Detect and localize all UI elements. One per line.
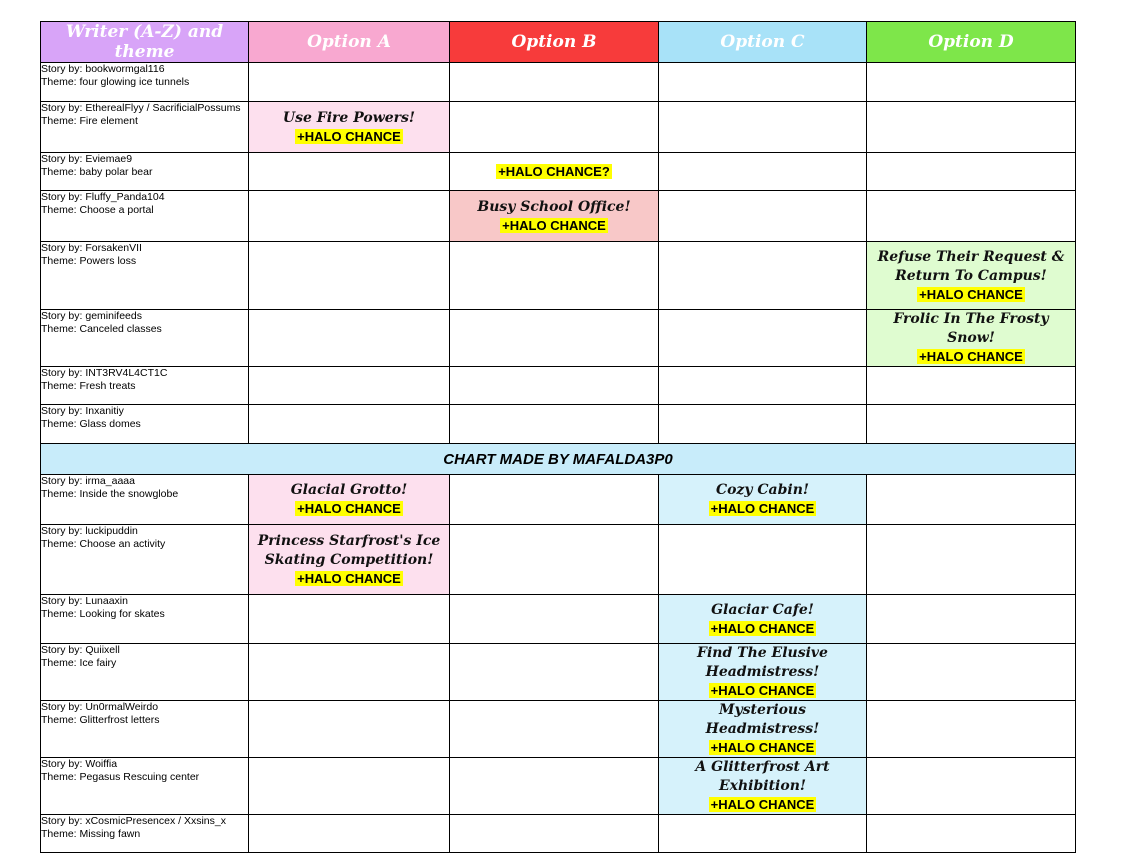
- story-by-text: Story by: Woiffia: [41, 758, 118, 770]
- theme-text: Theme: Missing fawn: [41, 827, 141, 840]
- table-row: [41, 815, 1076, 853]
- writer-cell[interactable]: [41, 701, 249, 758]
- story-by-text: Story by: geminifeeds: [41, 310, 142, 322]
- schedule-table: [40, 21, 1076, 853]
- option-a-cell[interactable]: [249, 63, 450, 102]
- story-by-text: Story by: INT3RV4L4CT1C: [41, 367, 168, 379]
- halo-chance-badge: +HALO CHANCE: [919, 349, 1023, 364]
- story-by-text: Story by: xCosmicPresencex / Xxsins_x: [41, 815, 226, 827]
- table-row: [41, 191, 1076, 242]
- option-b-cell[interactable]: [450, 242, 659, 310]
- option-d-cell[interactable]: [867, 405, 1076, 444]
- halo-chance-badge: +HALO CHANCE: [502, 217, 606, 233]
- option-a-cell[interactable]: [249, 525, 450, 595]
- theme-text: Theme: Fresh treats: [41, 379, 136, 392]
- option-title: Glacial Grotto!: [290, 482, 408, 498]
- option-b-cell[interactable]: [450, 815, 659, 853]
- theme-text: Theme: Inside the snowglobe: [41, 487, 179, 500]
- theme-text: Theme: Choose an activity: [41, 537, 166, 550]
- table-row: [41, 525, 1076, 595]
- option-a-cell[interactable]: [249, 405, 450, 444]
- theme-text: Theme: baby polar bear: [41, 165, 153, 178]
- option-c-cell[interactable]: [659, 102, 867, 153]
- option-title: Frolic In The Frosty Snow!: [893, 311, 1049, 346]
- halo-chance-badge: +HALO CHANCE: [919, 286, 1023, 302]
- option-a-cell[interactable]: [249, 644, 450, 701]
- option-d-cell[interactable]: [867, 644, 1076, 701]
- option-d-cell[interactable]: [867, 102, 1076, 153]
- option-a-cell[interactable]: [249, 242, 450, 310]
- halo-chance-badge: +HALO CHANCE: [297, 128, 401, 144]
- option-title: Find The Elusive Headmistress!: [697, 645, 828, 680]
- theme-text: Theme: Glass domes: [41, 417, 141, 430]
- table-row: [41, 475, 1076, 525]
- option-title: Mysterious Headmistress!: [705, 702, 820, 737]
- credit-banner[interactable]: CHART MADE BY MAFALDA3P0: [41, 444, 1076, 475]
- theme-text: Theme: Looking for skates: [41, 607, 165, 620]
- story-by-text: Story by: irma_aaaa: [41, 475, 135, 487]
- writer-cell[interactable]: [41, 405, 249, 444]
- option-c-cell[interactable]: [659, 153, 867, 191]
- option-title: Use Fire Powers!: [282, 109, 416, 126]
- option-d-cell[interactable]: [867, 475, 1076, 525]
- theme-text: Theme: Choose a portal: [41, 203, 154, 216]
- theme-text: Theme: Canceled classes: [41, 322, 162, 335]
- option-title: Refuse Their Request & Return To Campus!: [877, 248, 1065, 284]
- option-b-cell[interactable]: [450, 405, 659, 444]
- header-option-d[interactable]: Option D: [867, 22, 1076, 63]
- story-by-text: Story by: Fluffy_Panda104: [41, 191, 165, 203]
- option-d-cell[interactable]: [867, 701, 1076, 758]
- option-c-cell[interactable]: [659, 701, 867, 758]
- option-c-cell[interactable]: [659, 644, 867, 701]
- writer-cell[interactable]: [41, 63, 249, 102]
- option-title: Cozy Cabin!: [715, 482, 810, 498]
- option-c-cell[interactable]: [659, 367, 867, 405]
- option-c-cell[interactable]: [659, 525, 867, 595]
- option-a-cell[interactable]: [249, 191, 450, 242]
- writer-cell[interactable]: [41, 153, 249, 191]
- option-a-cell[interactable]: [249, 367, 450, 405]
- writer-cell[interactable]: [41, 644, 249, 701]
- story-by-text: Story by: EtherealFlyy / SacrificialPossums: [41, 102, 241, 114]
- table-row: [41, 153, 1076, 191]
- option-b-cell[interactable]: [450, 595, 659, 644]
- halo-chance-badge: +HALO CHANCE: [710, 620, 815, 636]
- option-a-cell[interactable]: [249, 815, 450, 853]
- option-title: Princess Starfrost's Ice Skating Competition!: [257, 532, 441, 568]
- option-b-cell[interactable]: [450, 191, 659, 242]
- option-b-cell[interactable]: [450, 310, 659, 367]
- story-by-text: Story by: ForsakenVII: [41, 242, 142, 254]
- option-c-cell[interactable]: [659, 595, 867, 644]
- option-d-cell[interactable]: [867, 191, 1076, 242]
- option-c-cell[interactable]: [659, 405, 867, 444]
- header-option-a[interactable]: Option A: [249, 22, 450, 63]
- halo-chance-badge: +HALO CHANCE: [710, 683, 815, 698]
- option-a-cell[interactable]: [249, 701, 450, 758]
- halo-chance-badge: +HALO CHANCE: [710, 501, 815, 516]
- option-c-cell[interactable]: [659, 191, 867, 242]
- header-option-c[interactable]: Option C: [659, 22, 867, 63]
- option-b-cell[interactable]: [450, 63, 659, 102]
- option-a-cell[interactable]: [249, 475, 450, 525]
- option-c-cell[interactable]: [659, 815, 867, 853]
- story-by-text: Story by: Eviemae9: [41, 153, 133, 165]
- option-b-cell[interactable]: [450, 701, 659, 758]
- halo-chance-badge: +HALO CHANCE: [297, 501, 401, 516]
- option-d-cell[interactable]: [867, 595, 1076, 644]
- option-d-cell[interactable]: [867, 153, 1076, 191]
- writer-cell[interactable]: [41, 758, 249, 815]
- writer-cell[interactable]: [41, 815, 249, 853]
- table-row: [41, 701, 1076, 758]
- theme-text: Theme: four glowing ice tunnels: [41, 75, 190, 88]
- table-row: [41, 242, 1076, 310]
- table-row: [41, 595, 1076, 644]
- story-by-text: Story by: luckipuddin: [41, 525, 138, 537]
- writer-cell[interactable]: [41, 595, 249, 644]
- table-row: [41, 102, 1076, 153]
- table-row: [41, 758, 1076, 815]
- option-d-cell[interactable]: [867, 815, 1076, 853]
- credit-row: [41, 444, 1076, 475]
- writer-cell[interactable]: [41, 525, 249, 595]
- option-b-cell[interactable]: [450, 102, 659, 153]
- theme-text: Theme: Ice fairy: [41, 656, 117, 669]
- option-b-cell[interactable]: [450, 475, 659, 525]
- option-c-cell[interactable]: [659, 758, 867, 815]
- option-a-cell[interactable]: [249, 102, 450, 153]
- halo-chance-badge: +HALO CHANCE?: [498, 163, 610, 179]
- option-a-cell[interactable]: [249, 758, 450, 815]
- story-by-text: Story by: bookwormgal116: [41, 63, 165, 75]
- table-row: [41, 405, 1076, 444]
- writer-cell[interactable]: [41, 367, 249, 405]
- writer-cell[interactable]: [41, 191, 249, 242]
- story-by-text: Story by: Quiixell: [41, 644, 120, 656]
- option-d-cell[interactable]: [867, 525, 1076, 595]
- option-d-cell[interactable]: [867, 310, 1076, 367]
- option-title: Busy School Office!: [477, 198, 631, 215]
- writer-cell[interactable]: [41, 475, 249, 525]
- option-c-cell[interactable]: [659, 63, 867, 102]
- table-row: [41, 644, 1076, 701]
- header-option-b[interactable]: Option B: [450, 22, 659, 63]
- writer-cell[interactable]: [41, 242, 249, 310]
- table-row: [41, 63, 1076, 102]
- option-c-cell[interactable]: [659, 242, 867, 310]
- halo-chance-badge: +HALO CHANCE: [297, 570, 401, 586]
- option-b-cell[interactable]: [450, 525, 659, 595]
- halo-chance-badge: +HALO CHANCE: [710, 740, 815, 755]
- writer-cell[interactable]: [41, 310, 249, 367]
- table-row: [41, 310, 1076, 367]
- theme-text: Theme: Fire element: [41, 114, 138, 127]
- header-row: [41, 22, 1076, 63]
- option-c-cell[interactable]: [659, 475, 867, 525]
- option-d-cell[interactable]: [867, 758, 1076, 815]
- option-a-cell[interactable]: [249, 595, 450, 644]
- option-b-cell[interactable]: [450, 367, 659, 405]
- option-d-cell[interactable]: [867, 367, 1076, 405]
- halo-chance-badge: +HALO CHANCE: [710, 797, 815, 812]
- theme-text: Theme: Powers loss: [41, 254, 137, 267]
- writer-cell[interactable]: [41, 102, 249, 153]
- theme-text: Theme: Pegasus Rescuing center: [41, 770, 200, 783]
- option-d-cell[interactable]: [867, 242, 1076, 310]
- option-b-cell[interactable]: [450, 153, 659, 191]
- option-title: A Glitterfrost Art Exhibition!: [695, 759, 830, 794]
- header-writer[interactable]: Writer (A-Z) and theme: [41, 22, 249, 63]
- option-c-cell[interactable]: [659, 310, 867, 367]
- table-row: [41, 367, 1076, 405]
- option-b-cell[interactable]: [450, 644, 659, 701]
- option-a-cell[interactable]: [249, 153, 450, 191]
- option-d-cell[interactable]: [867, 63, 1076, 102]
- theme-text: Theme: Glitterfrost letters: [41, 713, 160, 726]
- option-b-cell[interactable]: [450, 758, 659, 815]
- option-title: Glaciar Cafe!: [711, 601, 814, 618]
- option-a-cell[interactable]: [249, 310, 450, 367]
- story-by-text: Story by: Inxanitiy: [41, 405, 124, 417]
- story-by-text: Story by: Un0rmalWeirdo: [41, 701, 159, 713]
- story-by-text: Story by: Lunaaxin: [41, 595, 128, 607]
